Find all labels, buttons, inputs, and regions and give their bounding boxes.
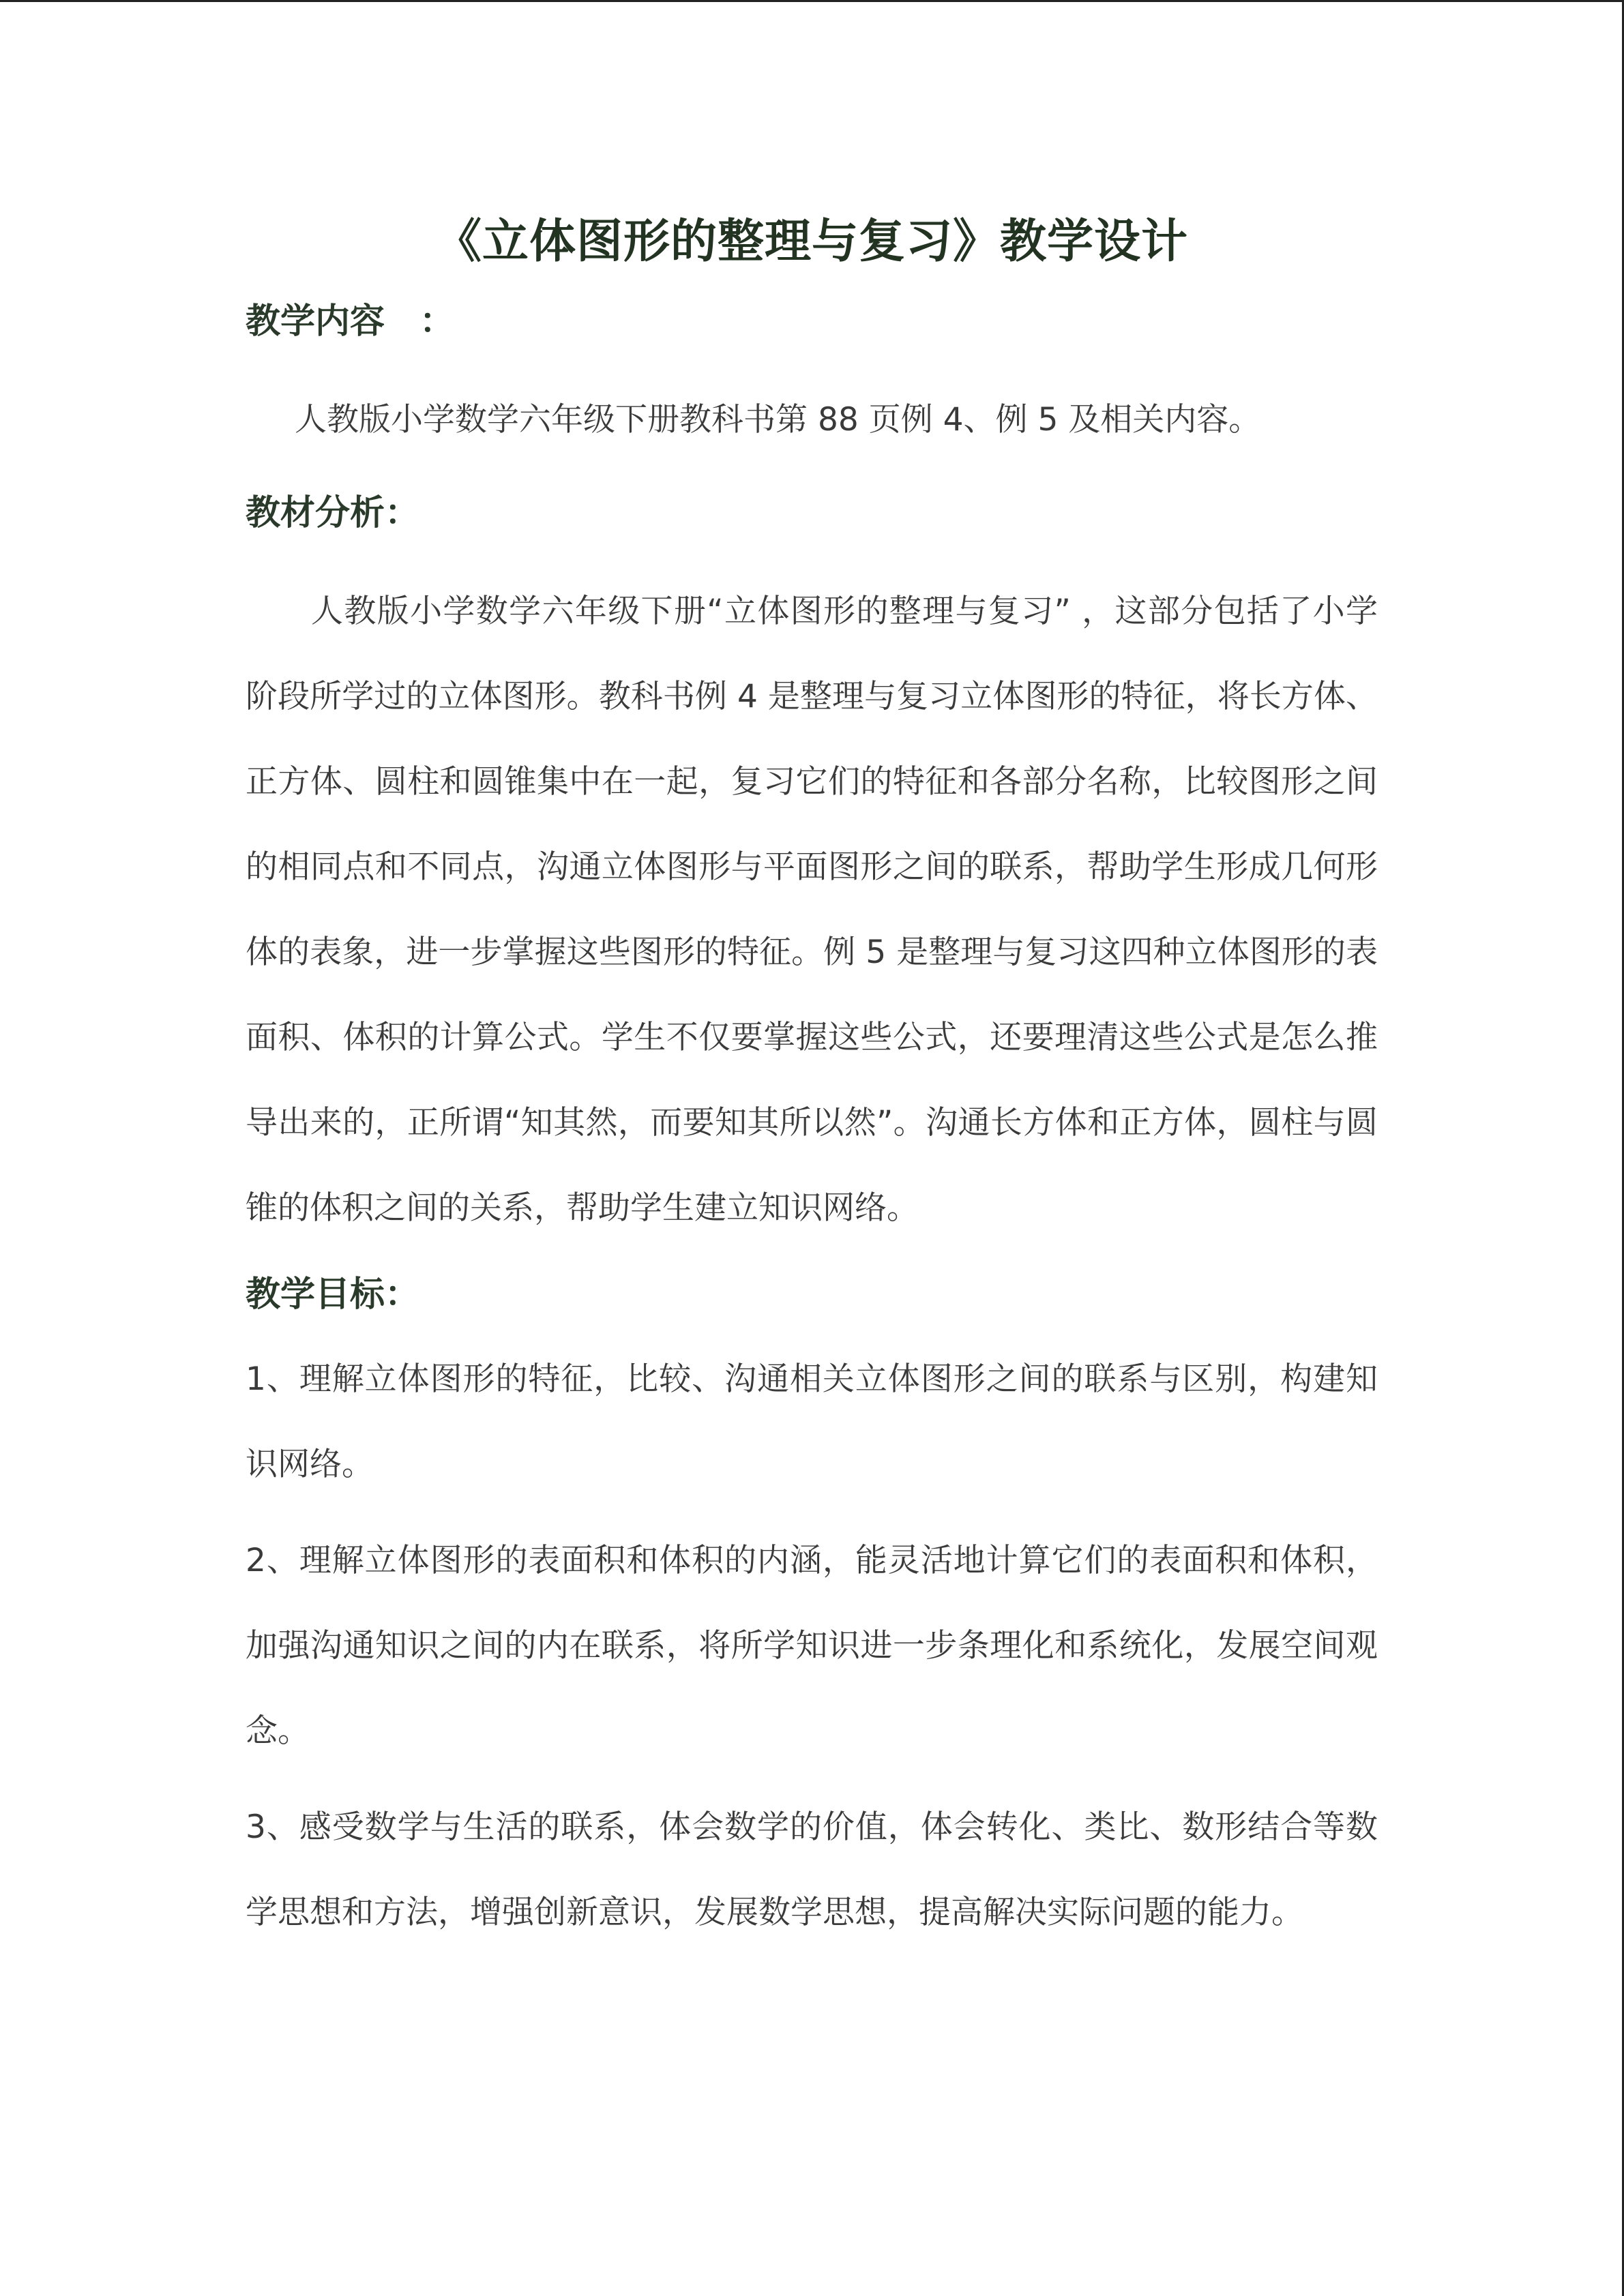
document-title: 《立体图形的整理与复习》教学设计 <box>434 215 1188 269</box>
content-paragraph: 人教版小学数学六年级下册教科书第 88 页例 4、例 5 及相关内容。 <box>295 401 1261 438</box>
page-border-top <box>0 0 1624 2</box>
section-heading-analysis: 教材分析： <box>246 493 420 533</box>
analysis-paragraph: 人教版小学数学六年级下册“立体图形的整理与复习” ，这部分包括了小学阶段所学过的立体图形。教科书例 4 是整理与复习立体图形的特征，将长方体、正方体、圆柱和圆锥集中在一起，复习它们的特征和各部分名称，比较图形之间的相同点和不同点，沟通立体图形与平面图形之间的联系，帮助学生形成几何形体的表象，进一步掌握这些图形的特征。例 5 是整理与复习这四种立体图形的表面积、体积的计算公式。学生不仅要掌握这些公式，还要理清这些公式是怎么推导出来的，正所谓“知其然，而要知其所以然”。沟通长方体和正方体，圆柱与圆锥的体积之间的关系，帮助学生建立知识网络。 <box>246 593 1378 1227</box>
goal-item-2: 2、理解立体图形的表面积和体积的内涵，能灵活地计算它们的表面积和体积，加强沟通知识之间的内在联系，将所学知识进一步条理化和系统化，发展空间观念。 <box>246 1542 1378 1750</box>
goal-item-3: 3、感受数学与生活的联系，体会数学的价值，体会转化、类比、数形结合等数学思想和方法，增强创新意识，发展数学思想，提高解决实际问题的能力。 <box>246 1808 1378 1931</box>
section-heading-content: 教学内容 ： <box>246 301 455 342</box>
section-heading-goals: 教学目标： <box>246 1274 420 1315</box>
goal-item-1: 1、理解立体图形的特征，比较、沟通相关立体图形之间的联系与区别，构建知识网络。 <box>246 1360 1378 1483</box>
document-body <box>246 205 1378 1955</box>
